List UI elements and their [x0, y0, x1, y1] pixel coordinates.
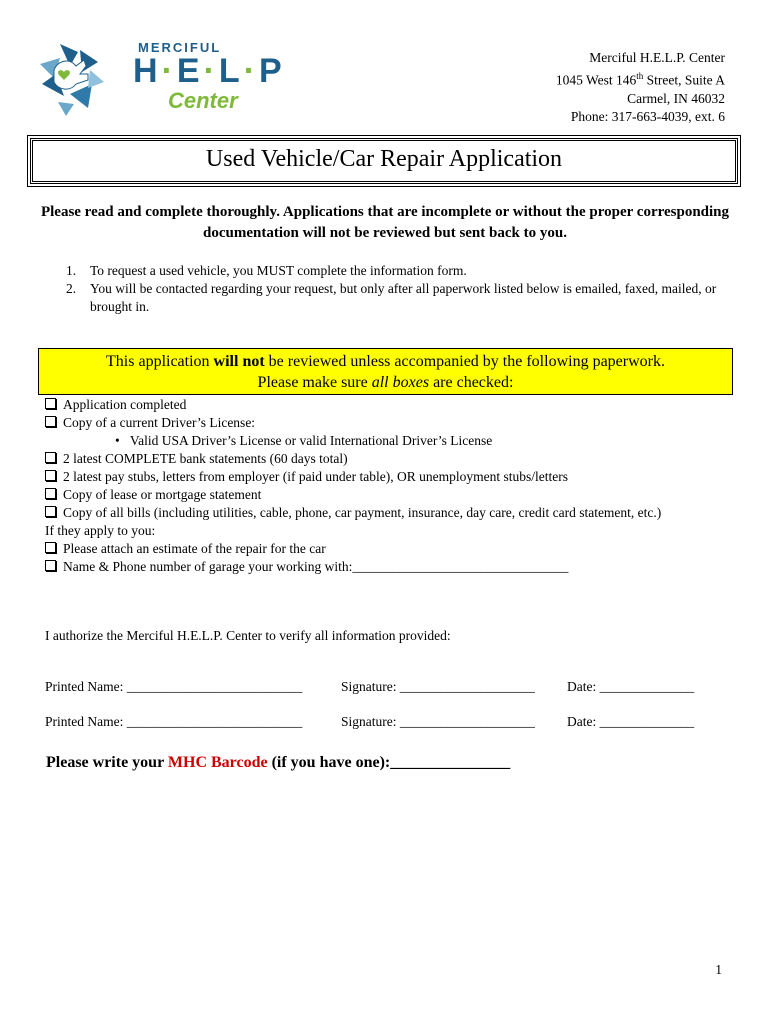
checkbox-icon[interactable] [45, 506, 56, 517]
page-number: 1 [715, 962, 722, 977]
phone: Phone: 317-663-4039, ext. 6 [570, 108, 725, 124]
checklist-item[interactable]: 2 latest COMPLETE bank statements (60 days total) [45, 450, 735, 468]
checkbox-icon[interactable] [45, 560, 56, 571]
page-title: Used Vehicle/Car Repair Application [205, 146, 563, 172]
checkbox-icon[interactable] [45, 470, 56, 481]
signature-row [45, 714, 694, 730]
bullet-icon: • [115, 433, 130, 448]
checklist-item[interactable]: Please attach an estimate of the repair for the car [45, 540, 735, 558]
checklist-item[interactable]: Name & Phone number of garage your working with:________________________________ [45, 558, 735, 576]
intro-text: Please read and complete thoroughly. Applications that are incomplete or without the proper corresponding documentation will not be reviewed but sent back to you. [40, 204, 730, 241]
checkbox-icon[interactable] [45, 488, 56, 499]
address-block [556, 49, 725, 126]
checkbox-icon[interactable] [45, 542, 56, 553]
printed-name-field[interactable]: Printed Name: __________________________ [45, 714, 303, 729]
title-box [30, 138, 738, 184]
signature-field[interactable]: Signature: ____________________ [341, 714, 535, 729]
date-field[interactable]: Date: ______________ [567, 714, 695, 729]
instructions-list [66, 262, 730, 316]
logo-center: Center [168, 88, 238, 113]
authorization-text: I authorize the Merciful H.E.L.P. Center to verify all information provided: [45, 628, 451, 643]
optional-heading: If they apply to you: [45, 523, 156, 538]
list-item: 1. To request a used vehicle, you MUST complete the information form. [66, 263, 467, 278]
checklist-item[interactable]: 2 latest pay stubs, letters from employer (if paid under table), OR unemployment stubs/letters [45, 468, 735, 486]
signature-field[interactable]: Signature: ____________________ [341, 679, 535, 694]
checklist-item[interactable]: Copy of all bills (including utilities, cable, phone, car payment, insurance, day care, credit card statement, etc.) [45, 504, 735, 522]
checkbox-icon[interactable] [45, 452, 56, 463]
printed-name-field[interactable]: Printed Name: __________________________ [45, 679, 303, 694]
date-field[interactable]: Date: ______________ [567, 679, 695, 694]
logo-merciful: MERCIFUL [138, 40, 222, 55]
merciful-help-logo [38, 38, 286, 118]
notice-box: This application will not be reviewed unless accompanied by the following paperwork. Please make sure all boxes are checked: [38, 348, 733, 395]
checkbox-icon[interactable] [45, 398, 56, 409]
checklist-item[interactable]: Copy of a current Driver’s License: [45, 414, 735, 432]
sub-bullet: • Valid USA Driver’s License or valid International Driver’s License [115, 433, 493, 448]
barcode-field[interactable]: Please write your MHC Barcode (if you have one):_______________ [46, 754, 511, 771]
document-checklist [45, 396, 735, 576]
checkbox-icon[interactable] [45, 416, 56, 427]
logo-help: H·E·L·P [133, 52, 286, 90]
street: 1045 West 146th Street, Suite A [555, 71, 725, 88]
signature-row [45, 679, 694, 695]
checklist-item[interactable]: Copy of lease or mortgage statement [45, 486, 735, 504]
checklist-item[interactable]: Application completed [45, 396, 735, 414]
list-item: 2. You will be contacted regarding your request, but only after all paperwork listed below is emailed, faxed, mailed, or brought in. [66, 281, 717, 314]
org-name: Merciful H.E.L.P. Center [589, 50, 725, 65]
city: Carmel, IN 46032 [627, 90, 725, 106]
